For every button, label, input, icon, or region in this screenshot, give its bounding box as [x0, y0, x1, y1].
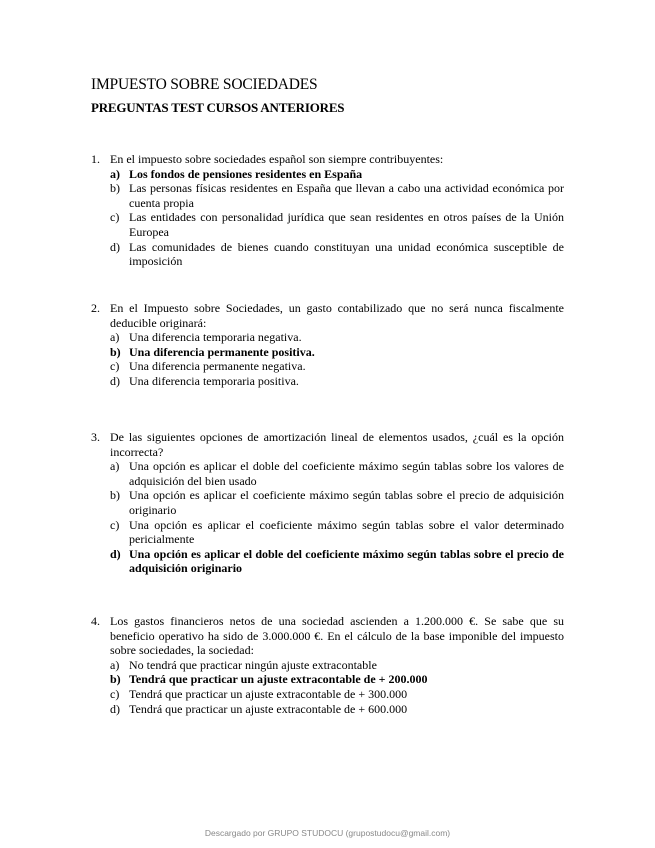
option-label: c) — [110, 359, 120, 374]
option-text: Las comunidades de bienes cuando constituyan una unidad económica susceptible de imposición — [129, 239, 564, 269]
question-number: 2. — [91, 301, 100, 315]
option-text: Una diferencia temporaria negativa. — [129, 330, 302, 345]
option-b — [91, 181, 564, 210]
option-text: Los fondos de pensiones residentes en España — [129, 166, 363, 181]
option-b — [91, 672, 564, 687]
option-d — [91, 547, 564, 576]
option-a — [91, 167, 564, 182]
option-c — [91, 518, 564, 547]
option-text: Tendrá que practicar un ajuste extracontable de + 600.000 — [129, 701, 408, 716]
option-label: a) — [110, 330, 120, 345]
option-label: c) — [110, 686, 120, 701]
question-text: En el impuesto sobre sociedades español son siempre contribuyentes: — [110, 152, 444, 166]
question-4 — [91, 614, 564, 716]
page-subtitle: PREGUNTAS TEST CURSOS ANTERIORES — [91, 100, 345, 115]
option-text: Una opción es aplicar el coeficiente máximo según tablas sobre el precio de adquisición originario — [129, 488, 564, 517]
option-text: Tendrá que practicar un ajuste extracontable de + 200.000 — [129, 672, 428, 687]
option-label: b) — [110, 344, 121, 359]
option-d — [91, 374, 564, 389]
option-text: Una opción es aplicar el coeficiente máximo según tablas sobre el valor determinado pericialmente — [129, 517, 564, 547]
option-label: d) — [110, 701, 120, 716]
option-label: d) — [110, 546, 121, 561]
question-text: Los gastos financieros netos de una sociedad ascienden a 1.200.000 €. Se sabe que su beneficio operativo ha sido de 3.000.000 €. En el cálculo de la base imponible del impuesto sobre sociedades, la sociedad: — [110, 614, 564, 658]
option-label: c) — [110, 517, 120, 532]
question-number: 1. — [91, 152, 100, 166]
option-label: a) — [110, 657, 120, 672]
question-1 — [91, 152, 564, 269]
option-label: b) — [110, 181, 120, 196]
option-label: b) — [110, 672, 121, 687]
option-label: a) — [110, 166, 120, 181]
option-label: b) — [110, 488, 120, 503]
option-c — [91, 687, 564, 702]
question-text: En el Impuesto sobre Sociedades, un gasto contabilizado que no será nunca fiscalmente deducible originará: — [110, 301, 564, 330]
option-label: c) — [110, 210, 120, 225]
option-text: Una opción es aplicar el doble del coeficiente máximo según tablas sobre el precio de adquisición originario — [129, 546, 564, 576]
option-a — [91, 459, 564, 488]
option-text: Las entidades con personalidad jurídica que sean residentes en otros países de la Unión Europea — [129, 210, 564, 239]
option-text: Una diferencia temporaria positiva. — [129, 373, 299, 388]
option-a — [91, 658, 564, 673]
question-number: 3. — [91, 430, 100, 444]
question-text: De las siguientes opciones de amortización lineal de elementos usados, ¿cuál es la opción incorrecta? — [110, 430, 564, 459]
option-a — [91, 330, 564, 345]
option-b — [91, 488, 564, 517]
option-text: Una opción es aplicar el doble del coeficiente máximo según tablas sobre los valores de adquisición del bien usado — [129, 459, 564, 488]
option-c — [91, 359, 564, 374]
question-number: 4. — [91, 614, 100, 628]
option-text: No tendrá que practicar ningún ajuste extracontable — [129, 657, 377, 672]
page-title: IMPUESTO SOBRE SOCIEDADES — [91, 76, 318, 93]
option-text: Las personas físicas residentes en España que llevan a cabo una actividad económica por cuenta propia — [129, 181, 564, 210]
option-label: a) — [110, 459, 120, 474]
option-d — [91, 240, 564, 269]
option-label: d) — [110, 373, 120, 388]
question-3 — [91, 430, 564, 576]
option-text: Una diferencia permanente negativa. — [129, 359, 306, 374]
option-c — [91, 210, 564, 239]
option-d — [91, 702, 564, 717]
option-text: Tendrá que practicar un ajuste extracontable de + 300.000 — [129, 686, 408, 701]
option-b — [91, 345, 564, 360]
option-label: d) — [110, 239, 120, 254]
download-footer: Descargado por GRUPO STUDOCU (grupostudocu@gmail.com) — [204, 828, 451, 838]
option-text: Una diferencia permanente positiva. — [129, 344, 315, 359]
question-2 — [91, 301, 564, 389]
